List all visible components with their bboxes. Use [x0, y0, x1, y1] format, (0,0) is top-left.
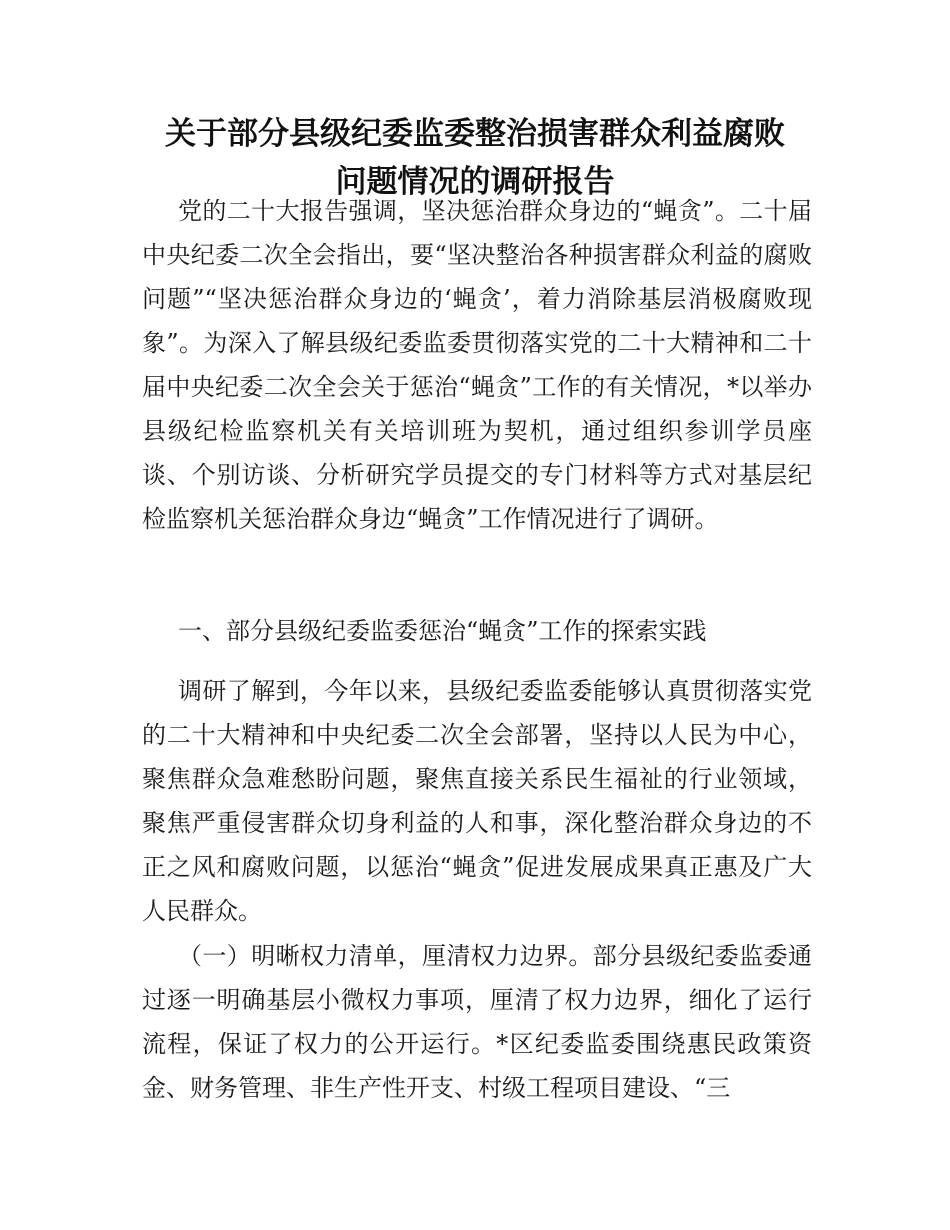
- intro-paragraph: 党的二十大报告强调，坚决惩治群众身边的“蝇贪”。二十届中央纪委二次全会指出，要“坚决整治各种损害群众利益的腐败问题”“坚决惩治群众身边的‘蝇贪’，着力消除基层消极腐败现象”。为深入了解县级纪委监委贯彻落实党的二十大精神和二十届中央纪委二次全会关于惩治“蝇贪”工作的有关情况，*以举办县级纪检监察机关有关培训班为契机，通过组织参训学员座谈、个别访谈、分析研究学员提交的专门材料等方式对基层纪检监察机关惩治群众身边“蝇贪”工作情况进行了调研。: [142, 197, 812, 533]
- section-heading-1: 一、部分县级纪委监委惩治“蝇贪”工作的探索实践: [178, 617, 707, 645]
- section-1-paragraph: 调研了解到，今年以来，县级纪委监委能够认真贯彻落实党的二十大精神和中央纪委二次全会部署，坚持以人民为中心，聚焦群众急难愁盼问题，聚焦直接关系民生福祉的行业领域，聚焦严重侵害群众切身利益的人和事，深化整治群众身边的不正之风和腐败问题，以惩治“蝇贪”促进发展成果真正惠及广大人民群众。: [142, 677, 812, 925]
- document-title-line-2: 问题情况的调研报告: [335, 164, 615, 200]
- document-title-line-1: 关于部分县级纪委监委整治损害群众利益腐败: [165, 116, 785, 152]
- subsection-1-paragraph: （一）明晰权力清单，厘清权力边界。部分县级纪委监委通过逐一明确基层小微权力事项，厘清了权力边界，细化了运行流程，保证了权力的公开运行。*区纪委监委围绕惠民政策资金、财务管理、非生产性开支、村级工程项目建设、“三: [142, 942, 812, 1102]
